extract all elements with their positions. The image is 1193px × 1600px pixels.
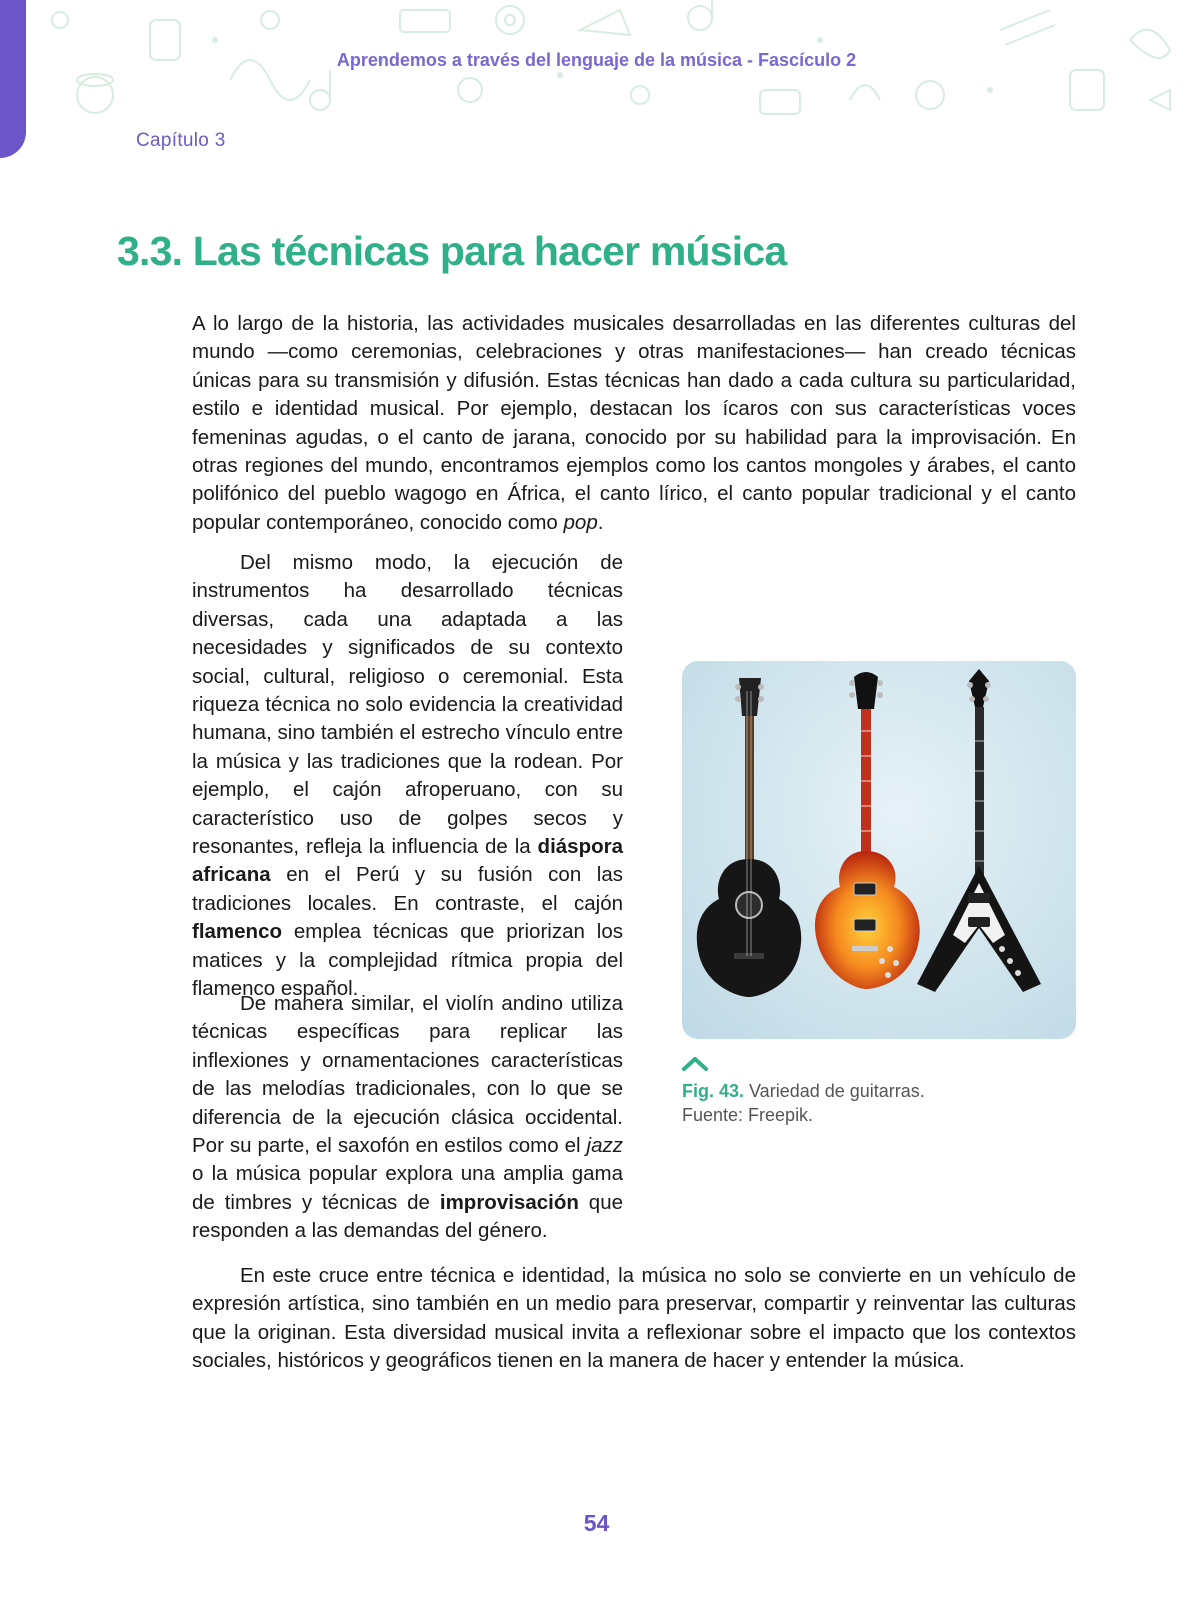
chevron-up-icon: [681, 1054, 709, 1072]
figure-number: Fig. 43.: [682, 1081, 745, 1101]
term-improvisacion: improvisación: [439, 1190, 579, 1214]
paragraph-instruments: Del mismo modo, la ejecución de instrumentos ha desarrollado técnicas diversas, cada una adaptada a las necesidades y significados de su contexto social, cultural, religioso o ceremonial. Esta riqueza técnica no solo evidencia la creatividad humana, sino también el estrecho vínculo entre la música y las tradiciones que la rodean. Por ejemplo, el cajón afroperuano, con su característico uso de golpes secos y resonantes, refleja la influencia de la diáspora africana en el Perú y su fusión con las tradiciones locales. En contraste, el cajón flamenco emplea técnicas que priorizan los matices y la complejidad rítmica propia del flamenco español.: [192, 551, 623, 1001]
chapter-side-tab: [0, 0, 26, 158]
term-flamenco: flamenco: [192, 920, 282, 944]
paragraph-intro: A lo largo de la historia, las actividades musicales desarrolladas en las diferentes culturas del mundo —como ceremonias, celebraciones y otras manifestaciones— han creado técnicas únicas para su transmisión y difusión. Estas técnicas han dado a cada cultura su particularidad, estilo e identidad musical. Por ejemplo, destacan los ícaros con sus características voces femeninas agudas, o el canto de jarana, conocido por su habilidad para la improvisación. En otras regiones del mundo, encontramos ejemplos como los cantos mongoles y árabes, el canto polifónico del pueblo wagogo en África, el canto lírico, el canto popular tradicional y el canto popular contemporáneo, conocido como pop.: [192, 312, 1076, 534]
electric-guitar-sunburst-icon: [815, 672, 920, 989]
figure-guitars-image: [682, 661, 1076, 1039]
figure-caption: Fig. 43. Variedad de guitarras. Fuente: Freepik.: [682, 1081, 925, 1125]
chapter-label: Capítulo 3: [136, 130, 226, 151]
guitars-illustration-icon: [682, 661, 1076, 1039]
paragraph-violin-sax: De manera similar, el violín andino utiliza técnicas específicas para replicar las inflexiones y ornamentaciones características de las melodías tradicionales, con lo que se diferencia de la ejecución clásica occidental. Por su parte, el saxofón en estilos como el jazz o la música popular explora una amplia gama de timbres y técnicas de improvisación que responden a las demandas del género.: [192, 992, 623, 1243]
page-number: 54: [583, 1510, 610, 1536]
paragraph-conclusion: En este cruce entre técnica e identidad, la música no solo se convierte en un vehículo de expresión artística, sino también en un medio para preservar, compartir y reinventar las culturas que la originan. Esta diversidad musical invita a reflexionar sobre el impacto que los contextos sociales, históricos y geográficos tienen en la manera de hacer y entender la música.: [192, 1264, 1076, 1373]
acoustic-guitar-icon: [697, 678, 801, 997]
electric-guitar-flying-v-icon: [917, 669, 1041, 992]
running-title: Aprendemos a través del lenguaje de la música - Fascículo 2: [336, 50, 857, 70]
term-diaspora-africana: diáspora africana: [192, 835, 623, 887]
section-title: 3.3. Las técnicas para hacer música: [117, 228, 787, 274]
figure-source: Fuente: Freepik.: [682, 1105, 814, 1125]
